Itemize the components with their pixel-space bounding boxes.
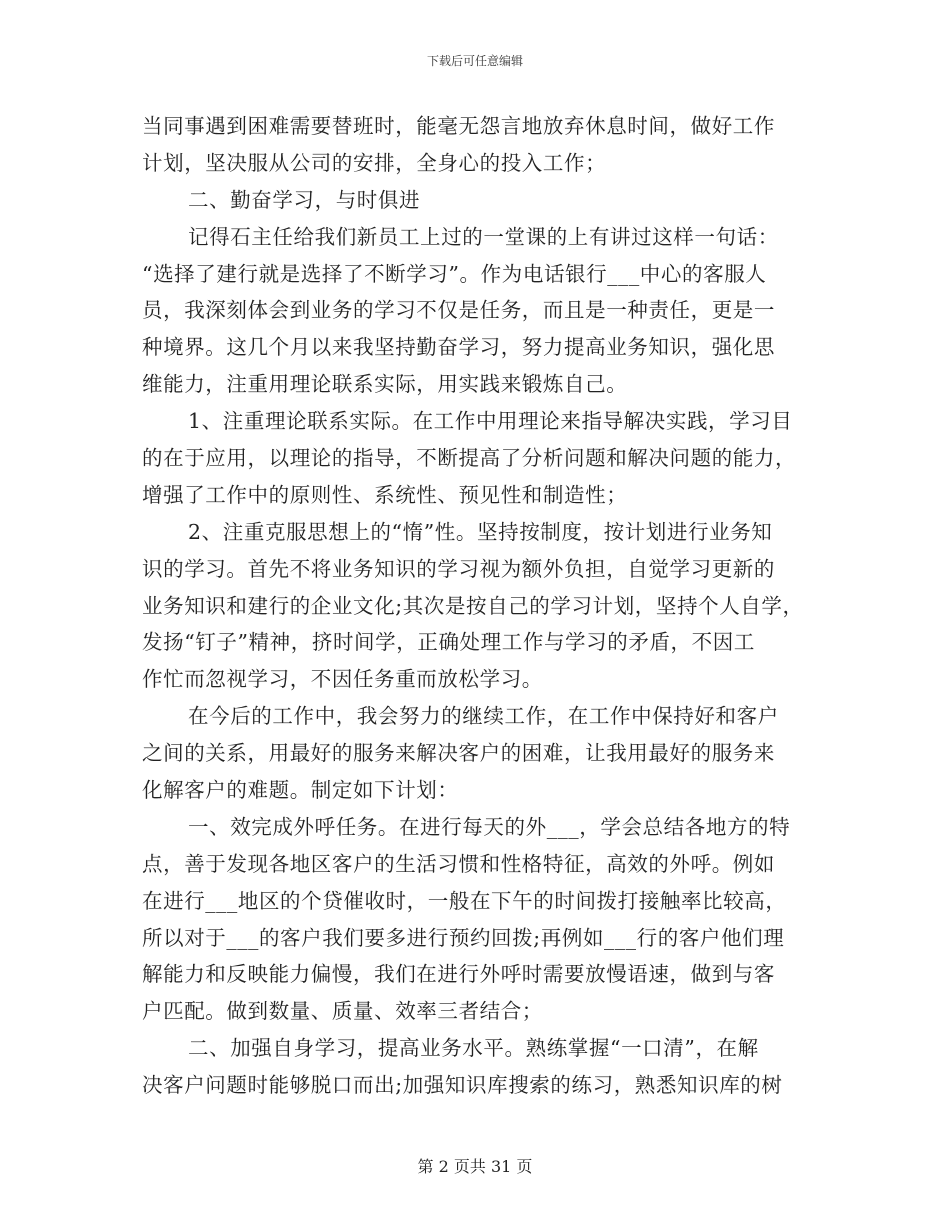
text-line: 二、勤奋学习，与时俱进 bbox=[188, 187, 421, 212]
text-line: 户匹配。做到数量、质量、效率三者结合； bbox=[142, 999, 543, 1024]
text-line: 业务知识和建行的企业文化;其次是按自己的学习计划，坚持个人自学， bbox=[142, 593, 804, 618]
text-line: 发扬“钉子”精神，挤时间学，正确处理工作与学习的矛盾，不因工 bbox=[142, 630, 755, 655]
text-line: 当同事遇到困难需要替班时，能毫无怨言地放弃休息时间，做好工作 bbox=[142, 114, 775, 138]
page-footer: 第 2 页共 31 页 bbox=[417, 1157, 533, 1176]
text-line: 记得石主任给我们新员工上过的一堂课的上有讲过这样一句话： bbox=[188, 224, 779, 249]
text-line: 所以对于___的客户我们要多进行预约回拨;再例如___行的客户他们理 bbox=[142, 925, 785, 950]
text-line: 员，我深刻体会到业务的学习不仅是任务，而且是一种责任，更是一 bbox=[142, 298, 775, 323]
text-line: 一、效完成外呼任务。在进行每天的外___，学会总结各地方的特 bbox=[188, 814, 791, 839]
text-line: “选择了建行就是选择了不断学习”。作为电话银行___中心的客服人 bbox=[142, 261, 767, 286]
text-line: 在今后的工作中，我会努力的继续工作，在工作中保持好和客户 bbox=[188, 704, 779, 729]
document-body bbox=[142, 108, 822, 1104]
text-line: 识的学习。首先不将业务知识的学习视为额外负担，自觉学习更新的 bbox=[142, 556, 775, 581]
text-line: 解能力和反映能力偏慢，我们在进行外呼时需要放慢语速，做到与客 bbox=[142, 962, 775, 987]
text-line: 点，善于发现各地区客户的生活习惯和性格特征，高效的外呼。例如 bbox=[142, 851, 775, 876]
text-line: 决客户问题时能够脱口而出;加强知识库搜索的练习，熟悉知识库的树 bbox=[142, 1073, 783, 1098]
text-line: 维能力，注重用理论联系实际，用实践来锻炼自己。 bbox=[142, 372, 628, 397]
text-line: 之间的关系，用最好的服务来解决客户的困难，让我用最好的服务来 bbox=[142, 741, 775, 766]
text-line: 计划，坚决服从公司的安排，全身心的投入工作； bbox=[142, 150, 607, 175]
text-line: 在进行___地区的个贷催收时，一般在下午的时间拨打接触率比较高， bbox=[142, 888, 787, 913]
text-line: 的在于应用，以理论的指导，不断提高了分析问题和解决问题的能力， bbox=[142, 446, 797, 471]
text-line: 2、注重克服思想上的“惰”性。坚持按制度，按计划进行业务知 bbox=[188, 519, 773, 544]
text-line: 增强了工作中的原则性、系统性、预见性和制造性； bbox=[142, 482, 628, 507]
text-line: 化解客户的难题。制定如下计划： bbox=[142, 778, 459, 803]
text-line: 作忙而忽视学习，不因任务重而放松学习。 bbox=[142, 667, 543, 692]
text-line: 1、注重理论联系实际。在工作中用理论来指导解决实践，学习目 bbox=[188, 409, 793, 434]
text-line: 种境界。这几个月以来我坚持勤奋学习，努力提高业务知识，强化思 bbox=[142, 335, 775, 360]
page-header: 下载后可任意编辑 bbox=[426, 54, 523, 68]
text-line: 二、加强自身学习，提高业务水平。熟练掌握“一口清”，在解 bbox=[188, 1036, 759, 1061]
